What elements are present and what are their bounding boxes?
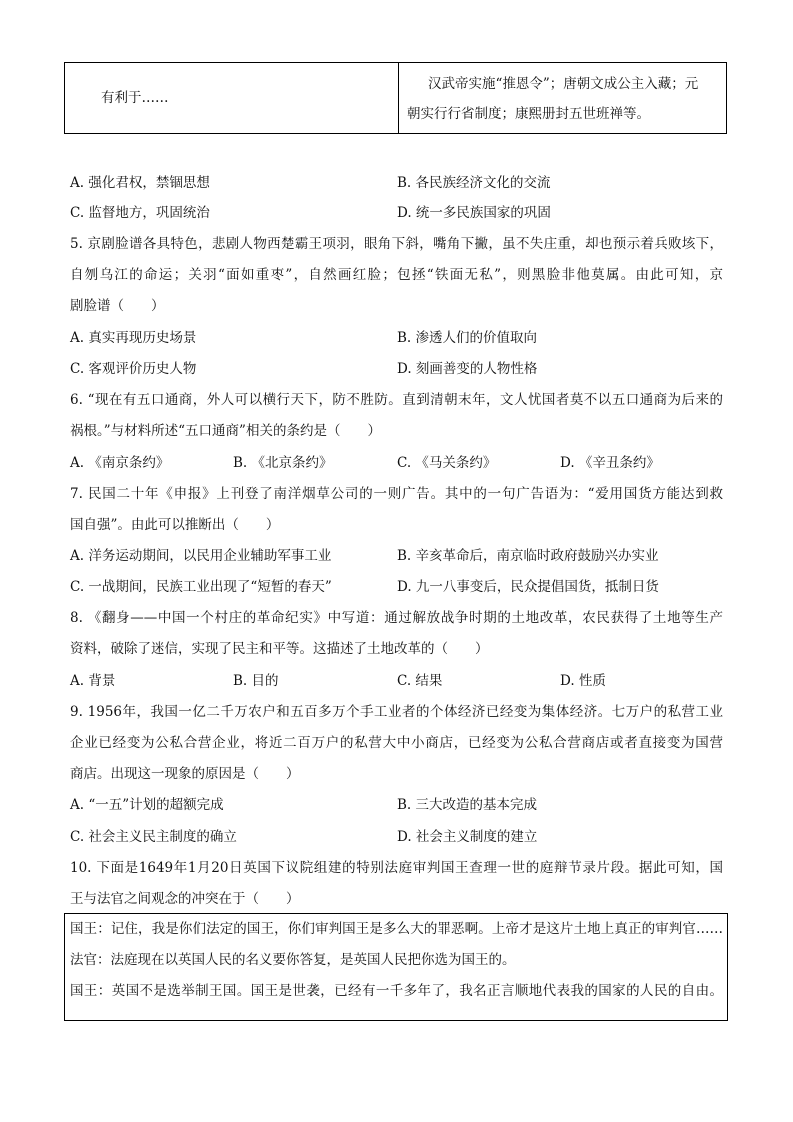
option-b[interactable]: B. 辛亥革命后，南京临时政府鼓励兴办实业	[397, 548, 659, 564]
question-text: 商店。出现这一现象的原因是（ ）	[70, 766, 300, 782]
option-d[interactable]: D. 《辛丑条约》	[560, 455, 660, 471]
question-text: 6. “现在有五口通商，外人可以横行天下，防不胜防。直到清朝末年，文人忧国者莫不以五口通商为后来的	[70, 392, 723, 408]
option-c[interactable]: C. 结果	[397, 673, 443, 689]
option-d[interactable]: D. 九一八事变后，民众提倡国货，抵制日货	[397, 579, 659, 595]
question-text: 国自强”。由此可以推断出（ ）	[70, 517, 280, 533]
option-d[interactable]: D. 统一多民族国家的巩固	[397, 205, 551, 221]
option-c[interactable]: C. 监督地方，巩固统治	[70, 205, 210, 221]
option-c[interactable]: C. 《马关条约》	[397, 455, 497, 471]
option-b[interactable]: B. 《北京条约》	[233, 455, 333, 471]
option-a[interactable]: A. 背景	[70, 673, 116, 689]
option-d[interactable]: D. 社会主义制度的建立	[397, 829, 538, 845]
question-text: 自刎乌江的命运；关羽“面如重枣”，自然画红脸；包拯“铁面无私”，则黑脸非他莫属。由此可知，京	[70, 267, 723, 283]
option-a[interactable]: A. 洋务运动期间，以民用企业辅助军事工业	[70, 548, 332, 564]
question-text: 8. 《翻身——中国一个村庄的革命纪实》中写道：通过解放战争时期的土地改革，农民获得了土地等生产	[70, 610, 723, 626]
question-text: 资料，破除了迷信，实现了民主和平等。这描述了土地改革的（ ）	[70, 641, 489, 657]
option-d[interactable]: D. 刻画善变的人物性格	[397, 361, 538, 377]
option-c[interactable]: C. 一战期间，民族工业出现了“短暂的春天”	[70, 579, 332, 595]
material-line: 法官：法庭现在以英国人民的名义要你答复，是英国人民把你选为国王的。	[70, 952, 516, 968]
question-text: 10. 下面是1649年1月20日英国下议院组建的特别法庭审判国王查理一世的庭辩节录片段。据此可知，国	[70, 860, 723, 876]
question-text: 剧脸谱（ ）	[70, 298, 165, 314]
table-divider	[398, 63, 399, 133]
material-line: 国王：记住，我是你们法定的国王，你们审判国王是多么大的罪恶啊。上帝才是这片土地上真正的审判官……	[70, 921, 723, 937]
option-a[interactable]: A. 真实再现历史场景	[70, 330, 197, 346]
option-c[interactable]: C. 社会主义民主制度的确立	[70, 829, 237, 845]
table-right-line: 汉武帝实施“推恩令”；唐朝文成公主入藏；元	[428, 76, 699, 92]
option-b[interactable]: B. 三大改造的基本完成	[397, 797, 538, 813]
question-text: 7. 民国二十年《申报》上刊登了南洋烟草公司的一则广告。其中的一句广告语为：“爱用国货方能达到救	[70, 486, 723, 502]
question-text: 王与法官之间观念的冲突在于（ ）	[70, 891, 300, 907]
option-a[interactable]: A. “一五”计划的超额完成	[70, 797, 224, 813]
table-left-cell: 有利于……	[101, 90, 169, 106]
option-b[interactable]: B. 各民族经济文化的交流	[397, 175, 551, 191]
material-line: 国王：英国不是选举制王国。国王是世袭，已经有一千多年了，我名正言顺地代表我的国家的人民的自由。	[70, 983, 723, 999]
question-text: 5. 京剧脸谱各具特色，悲剧人物西楚霸王项羽，眼角下斜，嘴角下撇，虽不失庄重，却也预示着兵败垓下，	[70, 236, 723, 252]
option-b[interactable]: B. 目的	[233, 673, 279, 689]
table-right-line: 朝实行行省制度；康熙册封五世班禅等。	[407, 106, 650, 122]
option-a[interactable]: A. 强化君权，禁锢思想	[70, 175, 210, 191]
option-d[interactable]: D. 性质	[560, 673, 606, 689]
question-text: 企业已经变为公私合营企业，将近二百万户的私营大中小商店，已经变为公私合营商店或者直接变为国营	[70, 735, 723, 751]
question-text: 9. 1956年，我国一亿二千万农户和五百多万个手工业者的个体经济已经变为集体经济。七万户的私营工业	[70, 704, 723, 720]
option-b[interactable]: B. 渗透人们的价值取向	[397, 330, 538, 346]
intro-table	[64, 62, 727, 134]
option-c[interactable]: C. 客观评价历史人物	[70, 361, 197, 377]
option-a[interactable]: A. 《南京条约》	[70, 455, 170, 471]
question-text: 祸根。”与材料所述“五口通商”相关的条约是（ ）	[70, 423, 381, 439]
